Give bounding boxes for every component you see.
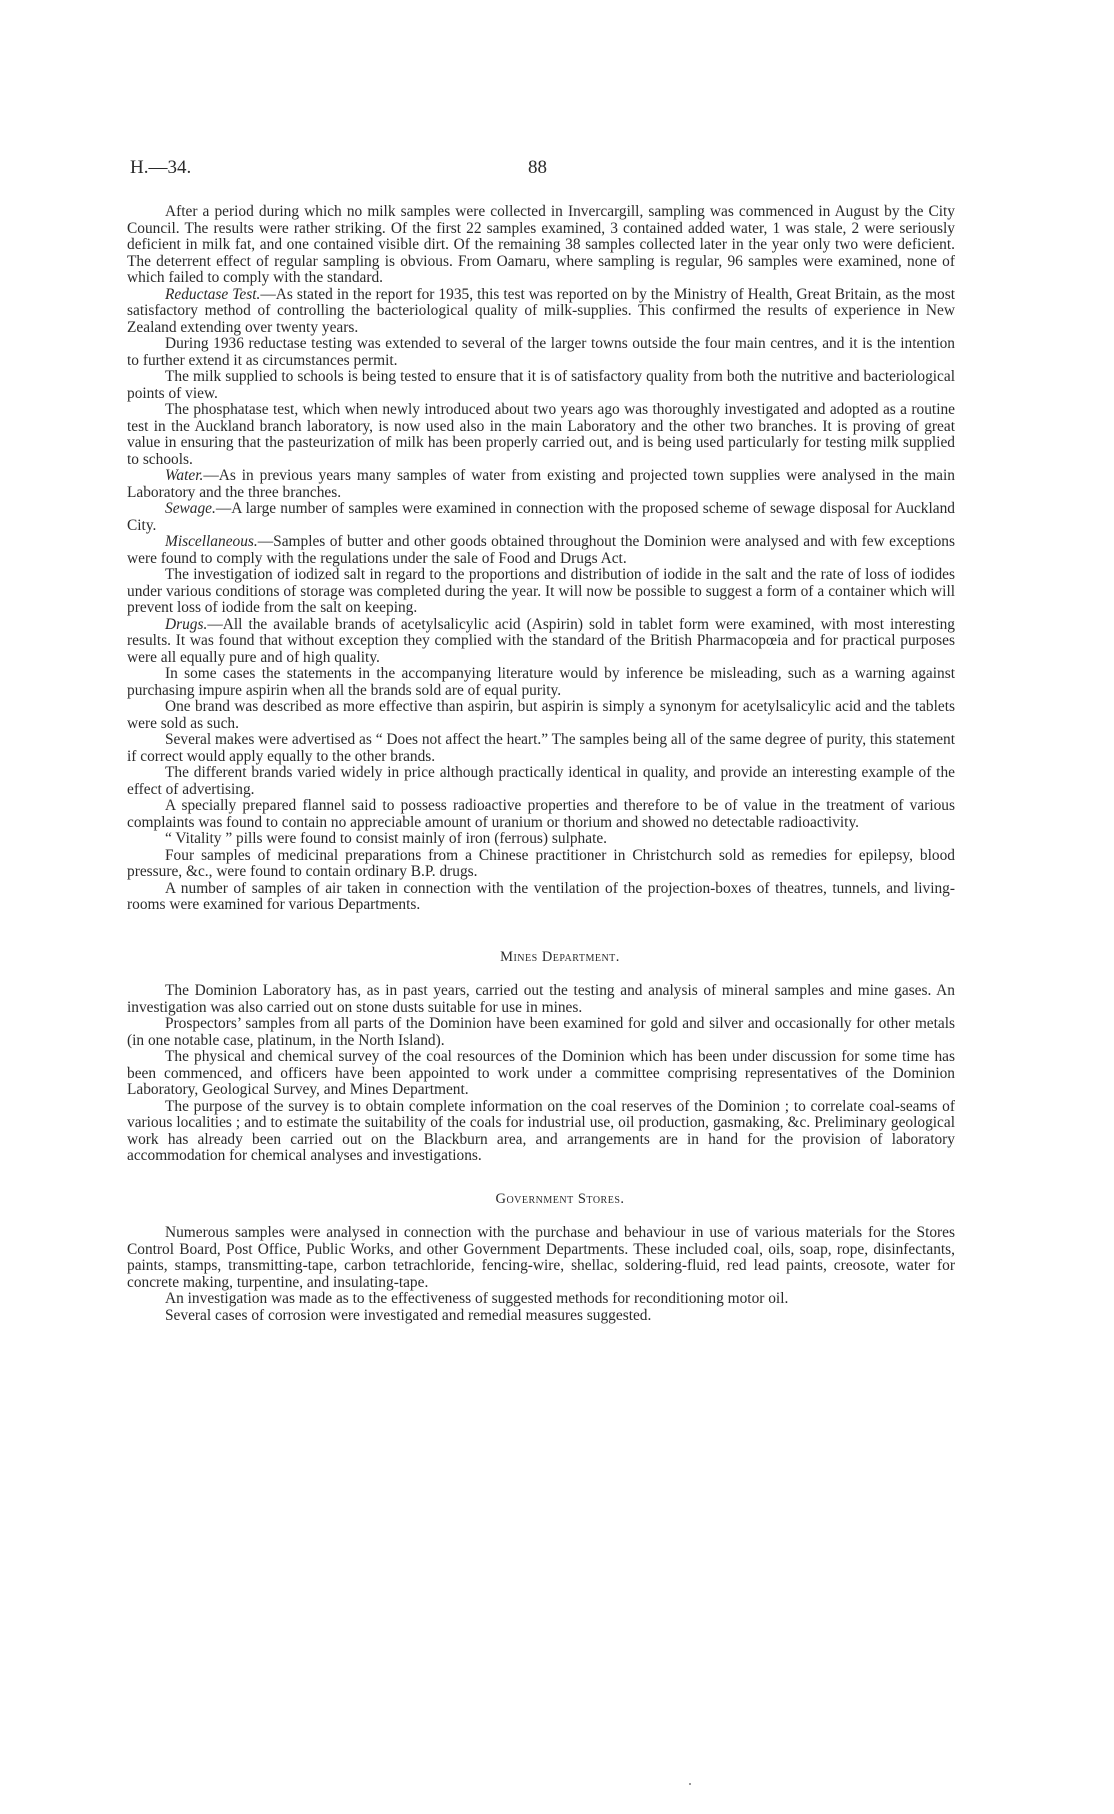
paragraph: Several cases of corrosion were investigated and remedial measures suggested. (165, 1306, 652, 1324)
paragraph: Water.—As in previous years many samples of water from existing and projected town supplies were analysed in the main Laboratory and the three branches. (127, 467, 955, 501)
section-spacer (127, 1165, 955, 1191)
section-heading: Government Stores. (495, 1190, 625, 1207)
paragraph: Sewage.—A large number of samples were examined in connection with the proposed scheme of sewage disposal for Auckland City. (127, 500, 955, 534)
paragraph: The phosphatase test, which when newly introduced about two years ago was thoroughly investigated and adopted as a routine test in the Auckland branch laboratory, is now used also in the main Laboratory and the other two branches. It is proving of great value in ensuring that the pasteurization of milk has been properly carried out, and is being used particularly for testing milk supplied to schools. (127, 401, 955, 468)
paragraph: The physical and chemical survey of the coal resources of the Dominion which has been under discussion for some time has been commenced, and officers have been appointed to work under a committee comprising representatives of the Dominion Laboratory, Geological Survey, and Mines Department. (127, 1048, 955, 1098)
page-number: 88 (528, 157, 547, 178)
paragraph: “ Vitality ” pills were found to consist mainly of iron (ferrous) sulphate. (165, 830, 608, 847)
paragraph: Four samples of medicinal preparations from a Chinese practitioner in Christchurch sold as remedies for epilepsy, blood pressure, &c., were found to contain ordinary B.P. drugs. (127, 846, 955, 880)
heading-spacer (127, 1207, 955, 1225)
paragraph-lead: Miscellaneous. (165, 533, 258, 550)
paragraph-lead: Reductase Test. (165, 285, 261, 303)
paragraph-lead: Water. (165, 467, 204, 484)
paragraph: A specially prepared flannel said to possess radioactive properties and therefore to be of value in the treatment of various complaints was found to contain no appreciable amount of uranium or thorium and showed no detectable radioactivity. (127, 797, 955, 831)
report-reference: H.—34. (130, 157, 192, 178)
paragraph: Drugs.—All the available brands of acetylsalicylic acid (Aspirin) sold in tablet form were examined, with most interesting results. It was found that without exception they complied with the standard of the British Pharmacopœia and for practical purposes were all equally pure and of high quality. (127, 615, 955, 666)
page-body (127, 204, 955, 1324)
paragraph: An investigation was made as to the effectiveness of suggested methods for reconditioning motor oil. (165, 1290, 789, 1307)
paragraph: Miscellaneous.—Samples of butter and other goods obtained throughout the Dominion were analysed and with few exceptions were found to comply with the regulations under the sale of Food and Drugs Act. (127, 533, 955, 567)
paragraph: A number of samples of air taken in connection with the ventilation of the projection-boxes of theatres, tunnels, and living-rooms were examined for various Departments. (127, 879, 955, 913)
paragraph: After a period during which no milk samples were collected in Invercargill, sampling was commenced in August by the City Council. The results were rather striking. Of the first 22 samples examined, 3 contained added water, 1 was stale, 2 were seriously deficient in milk fat, and one contained visible dirt. Of the remaining 38 samples collected later in the year only two were deficient. The deterrent effect of regular sampling is obvious. From Oamaru, where sampling is regular, 96 samples were examined, none of which failed to comply with the standard. (127, 203, 955, 286)
paragraph: The different brands varied widely in price although practically identical in quality, and provide an interesting example of the effect of advertising. (127, 764, 955, 798)
paragraph: The milk supplied to schools is being tested to ensure that it is of satisfactory quality from both the nutritive and bacteriological points of view. (127, 368, 955, 402)
paragraph: The Dominion Laboratory has, as in past years, carried out the testing and analysis of mineral samples and mine gases. An investigation was also carried out on stone dusts suitable for use in mines. (127, 982, 955, 1016)
scan-speck (689, 1783, 691, 1785)
section-spacer (127, 914, 955, 949)
section-government-stores (127, 1191, 955, 1325)
heading-spacer (127, 965, 955, 983)
paragraph-lead: Drugs. (165, 615, 208, 633)
paragraph: One brand was described as more effective than aspirin, but aspirin is simply a synonym for acetylsalicylic acid and the tablets were sold as such. (127, 698, 955, 732)
section-heading: Mines Department. (500, 948, 620, 965)
page-header (130, 157, 956, 185)
paragraph: Prospectors’ samples from all parts of the Dominion have been examined for gold and silver and occasionally for other metals (in one notable case, platinum, in the North Island). (127, 1015, 955, 1049)
paragraph: During 1936 reductase testing was extended to several of the larger towns outside the four main centres, and it is the intention to further extend it as circumstances permit. (127, 335, 955, 369)
section-milk-and-analyses (127, 204, 955, 914)
paragraph: The investigation of iodized salt in regard to the proportions and distribution of iodide in the salt and the rate of loss of iodides under various conditions of storage was completed during the year. It will now be possible to suggest a form of a container which will prevent loss of iodide from the salt on keeping. (127, 566, 955, 616)
paragraph: Numerous samples were analysed in connection with the purchase and behaviour in use of various materials for the Stores Control Board, Post Office, Public Works, and other Government Departments. These included coal, oils, soap, rope, disinfectants, paints, stamps, transmitting-tape, carbon tetrachloride, fencing-wire, shellac, soldering-fluid, red lead paints, creosote, water for concrete making, turpentine, and insulating-tape. (127, 1224, 955, 1291)
paragraph: Reductase Test.—As stated in the report for 1935, this test was reported on by the Ministry of Health, Great Britain, as the most satisfactory method of controlling the bacteriological quality of milk-supplies. This confirmed the results of experience in New Zealand extending over twenty years. (127, 285, 955, 336)
paragraph: Several makes were advertised as “ Does not affect the heart.” The samples being all of the same degree of purity, this statement if correct would apply equally to the other brands. (127, 731, 955, 765)
paragraph: In some cases the statements in the accompanying literature would by inference be misleading, such as a warning against purchasing impure aspirin when all the brands sold are of equal purity. (127, 665, 955, 699)
section-mines-department (127, 949, 955, 1165)
paragraph-lead: Sewage. (165, 500, 216, 517)
paragraph: The purpose of the survey is to obtain complete information on the coal reserves of the Dominion ; to correlate coal-seams of various localities ; and to estimate the suitability of the coals for industrial use, oil production, gasmaking, &c. Preliminary geological work has already been carried out on the Blackburn area, and arrangements are in hand for the provision of laboratory accommodation for chemical analyses and investigations. (127, 1097, 955, 1164)
